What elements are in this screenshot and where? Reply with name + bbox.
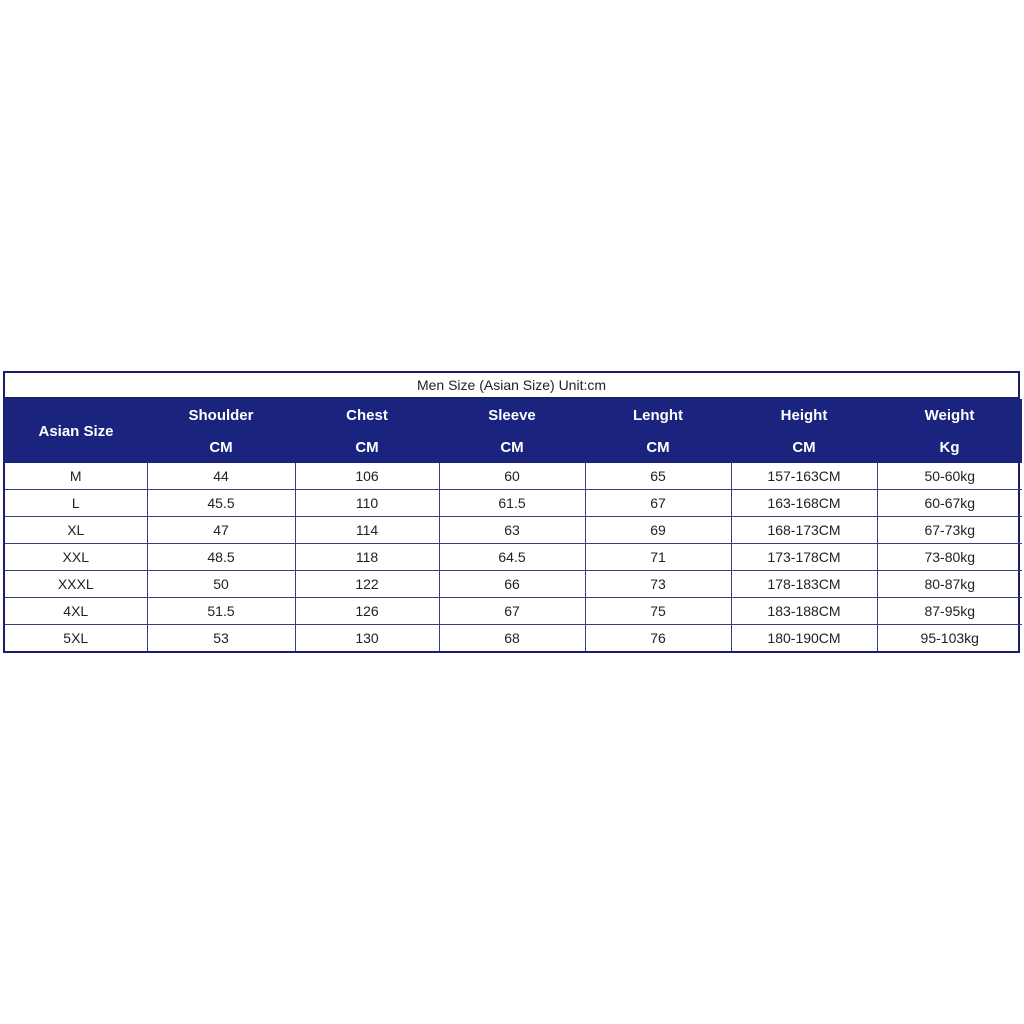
cell-sleeve: 64.5 bbox=[439, 544, 585, 571]
cell-length: 69 bbox=[585, 517, 731, 544]
cell-size: M bbox=[5, 463, 147, 490]
table-row bbox=[5, 463, 1022, 490]
cell-height: 168-173CM bbox=[731, 517, 877, 544]
cell-shoulder: 53 bbox=[147, 625, 295, 652]
cell-weight: 87-95kg bbox=[877, 598, 1022, 625]
cell-chest: 122 bbox=[295, 571, 439, 598]
cell-shoulder: 51.5 bbox=[147, 598, 295, 625]
unit-sleeve: CM bbox=[439, 431, 585, 463]
table-body bbox=[5, 463, 1022, 651]
cell-chest: 114 bbox=[295, 517, 439, 544]
cell-chest: 130 bbox=[295, 625, 439, 652]
cell-size: XXXL bbox=[5, 571, 147, 598]
cell-weight: 95-103kg bbox=[920, 630, 979, 646]
cell-size: XXL bbox=[5, 544, 147, 571]
cell-size: 4XL bbox=[5, 598, 147, 625]
cell-chest: 118 bbox=[295, 544, 439, 571]
table-row bbox=[5, 598, 1022, 625]
cell-weight: 67-73kg bbox=[877, 517, 1022, 544]
cell-length: 73 bbox=[585, 571, 731, 598]
cell-chest: 106 bbox=[295, 463, 439, 490]
size-table bbox=[5, 399, 1022, 651]
cell-length: 71 bbox=[585, 544, 731, 571]
cell-height: 173-178CM bbox=[731, 544, 877, 571]
cell-height: 178-183CM bbox=[731, 571, 877, 598]
cell-length: 75 bbox=[585, 598, 731, 625]
cell-weight: 73-80kg bbox=[877, 544, 1022, 571]
table-row bbox=[5, 490, 1022, 517]
cell-sleeve: 63 bbox=[439, 517, 585, 544]
cell-height: 180-190CM bbox=[731, 625, 877, 652]
header-asian-size: Asian Size bbox=[5, 399, 147, 463]
header-length: Lenght bbox=[585, 399, 731, 431]
cell-shoulder: 45.5 bbox=[147, 490, 295, 517]
size-chart-table bbox=[3, 371, 1020, 653]
cell-size: 5XL bbox=[5, 625, 147, 652]
table-title: Men Size (Asian Size) Unit:cm bbox=[5, 373, 1018, 399]
header-sleeve: Sleeve bbox=[439, 399, 585, 431]
cell-size: XL bbox=[5, 517, 147, 544]
cell-length: 65 bbox=[585, 463, 731, 490]
unit-chest: CM bbox=[295, 431, 439, 463]
unit-shoulder: CM bbox=[147, 431, 295, 463]
cell-length: 67 bbox=[585, 490, 731, 517]
table-row bbox=[5, 625, 1022, 652]
cell-weight: 60-67kg bbox=[877, 490, 1022, 517]
cell-shoulder: 44 bbox=[147, 463, 295, 490]
cell-shoulder: 48.5 bbox=[147, 544, 295, 571]
table-row bbox=[5, 544, 1022, 571]
header-shoulder: Shoulder bbox=[147, 399, 295, 431]
header-chest: Chest bbox=[295, 399, 439, 431]
cell-height: 157-163CM bbox=[731, 463, 877, 490]
cell-sleeve: 68 bbox=[439, 625, 585, 652]
cell-size: L bbox=[5, 490, 147, 517]
header-weight: Weight bbox=[877, 399, 1022, 431]
unit-weight: Kg bbox=[877, 431, 1022, 463]
cell-sleeve: 61.5 bbox=[439, 490, 585, 517]
header-height: Height bbox=[731, 399, 877, 431]
cell-sleeve: 60 bbox=[439, 463, 585, 490]
table-row bbox=[5, 571, 1022, 598]
table-row bbox=[5, 517, 1022, 544]
cell-height: 163-168CM bbox=[731, 490, 877, 517]
cell-chest: 110 bbox=[295, 490, 439, 517]
cell-sleeve: 67 bbox=[439, 598, 585, 625]
unit-height: CM bbox=[731, 431, 877, 463]
cell-weight: 80-87kg bbox=[877, 571, 1022, 598]
unit-length: CM bbox=[585, 431, 731, 463]
cell-length: 76 bbox=[585, 625, 731, 652]
cell-sleeve: 66 bbox=[439, 571, 585, 598]
cell-shoulder: 50 bbox=[147, 571, 295, 598]
cell-chest: 126 bbox=[295, 598, 439, 625]
cell-shoulder: 47 bbox=[147, 517, 295, 544]
cell-weight: 50-60kg bbox=[877, 463, 1022, 490]
cell-height: 183-188CM bbox=[731, 598, 877, 625]
